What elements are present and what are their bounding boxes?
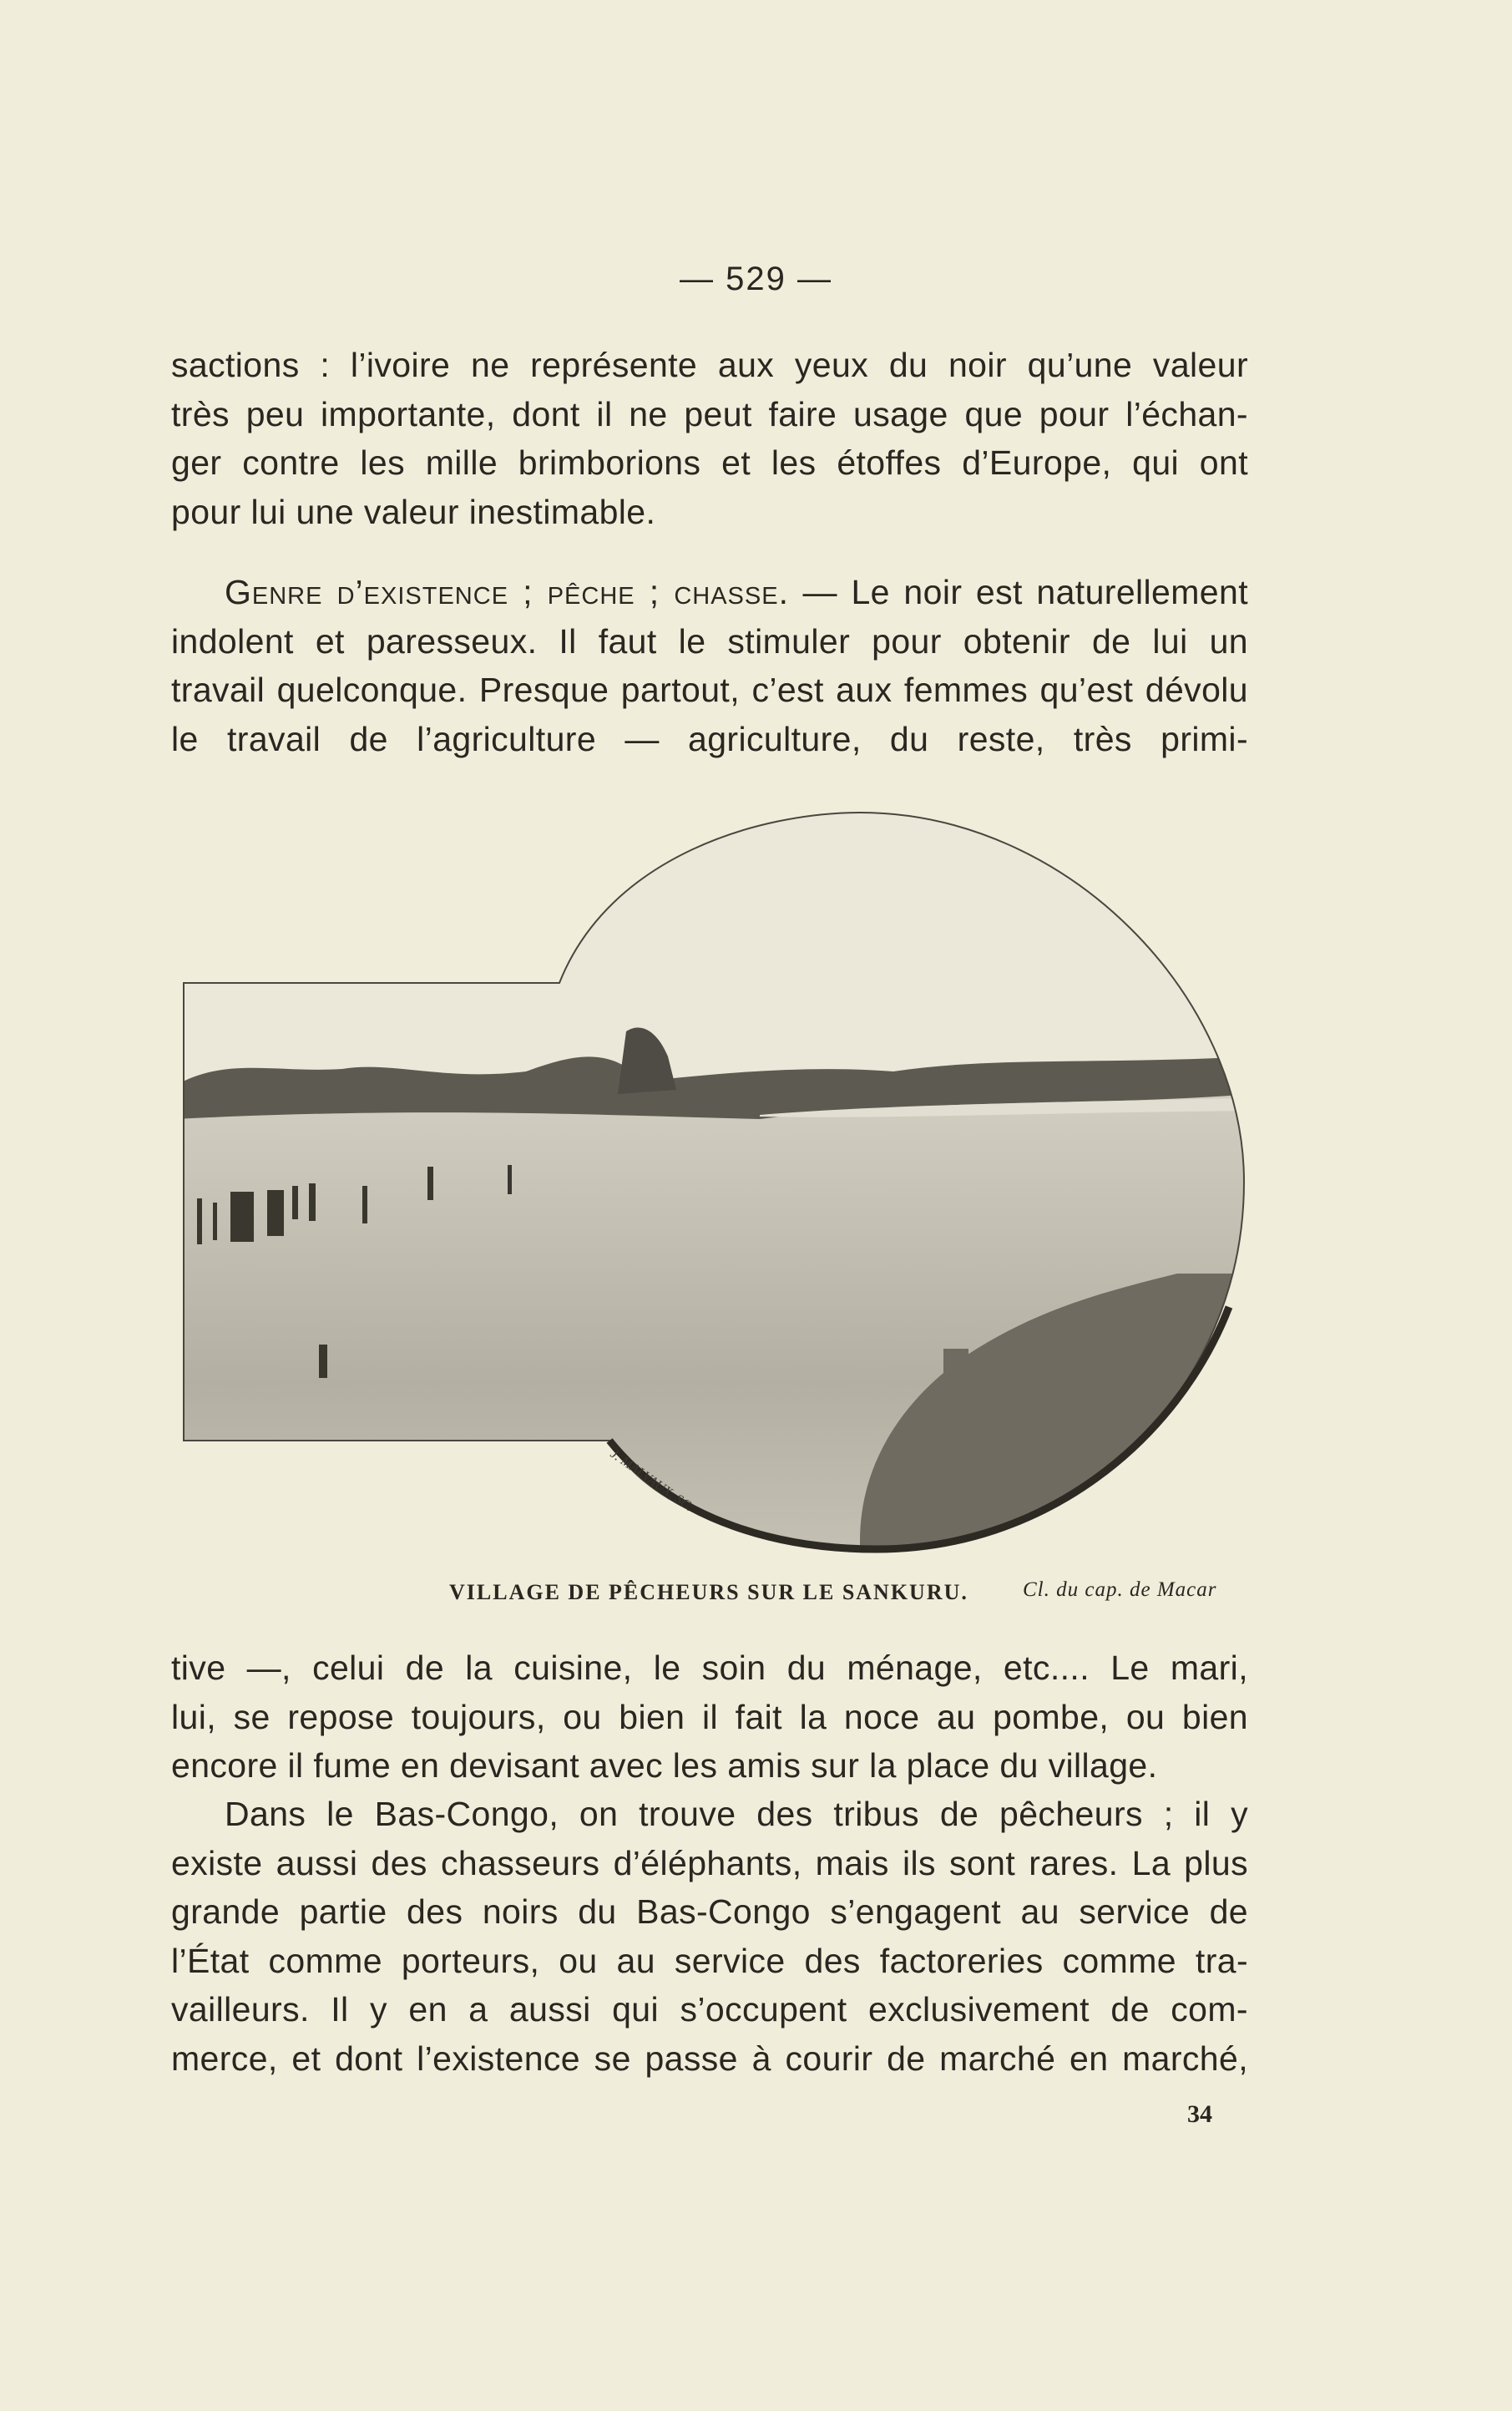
engraver-signature: J. MALVAUX, SC. — [607, 1446, 696, 1515]
text-line: encore il fume en devisant avec les amis sur la place du village. — [171, 1746, 1158, 1785]
figure-caption: VILLAGE DE PÊCHEURS SUR LE SANKURU. — [449, 1580, 968, 1604]
text-line: merce, et dont l’existence se passe à courir de marché en marché, — [171, 2039, 1248, 2078]
figure-credit: Cl. du cap. de Macar — [1023, 1578, 1217, 1601]
photo-illustration — [175, 806, 1252, 1558]
photo-scene — [175, 806, 1252, 1558]
text-line: le travail de l’agriculture — agriculture, du reste, très primi- — [171, 719, 1248, 758]
paragraph-2 — [171, 568, 1248, 763]
text-line: indolent et paresseux. Il faut le stimuler pour obtenir de lui un — [171, 621, 1248, 661]
text-line: ger contre les mille brimborions et les étoffes d’Europe, qui ont — [171, 443, 1248, 482]
text-line: travail quelconque. Presque partout, c’est aux femmes qu’est dévolu — [171, 671, 1248, 709]
section-heading: Genre d’existence ; pêche ; chasse. — [225, 573, 789, 611]
text-line: grande partie des noirs du Bas-Congo s’engagent au service de — [171, 1892, 1248, 1931]
text-line: tive —, celui de la cuisine, le soin du ménage, etc.... Le mari, — [171, 1649, 1248, 1687]
paragraph-4 — [171, 1790, 1248, 2083]
text-line: existe aussi des chasseurs d’éléphants, mais ils sont rares. La plus — [171, 1843, 1248, 1882]
paragraph-3 — [171, 1644, 1248, 1791]
text-line — [171, 568, 1248, 617]
text-line: sactions : l’ivoire ne représente aux yeux du noir qu’une valeur — [171, 346, 1248, 384]
text-line: Dans le Bas-Congo, on trouve des tribus de pêcheurs ; il y — [225, 1795, 1248, 1833]
text-line: très peu importante, dont il ne peut faire usage que pour l’échan- — [171, 394, 1248, 433]
text-line: lui, se repose toujours, ou bien il fait la noce au pombe, ou bien — [171, 1697, 1248, 1736]
paragraph-1 — [171, 341, 1248, 536]
signature-mark: 34 — [1187, 2100, 1212, 2128]
text-line: pour lui une valeur inestimable. — [171, 492, 656, 531]
text-line: l’État comme porteurs, ou au service des factoreries comme tra- — [171, 1941, 1248, 1980]
page-number: — 529 — — [680, 261, 832, 297]
text-fragment: — Le noir est naturellement — [788, 573, 1248, 611]
text-line: vailleurs. Il y en a aussi qui s’occupent exclusivement de com- — [171, 1990, 1248, 2029]
